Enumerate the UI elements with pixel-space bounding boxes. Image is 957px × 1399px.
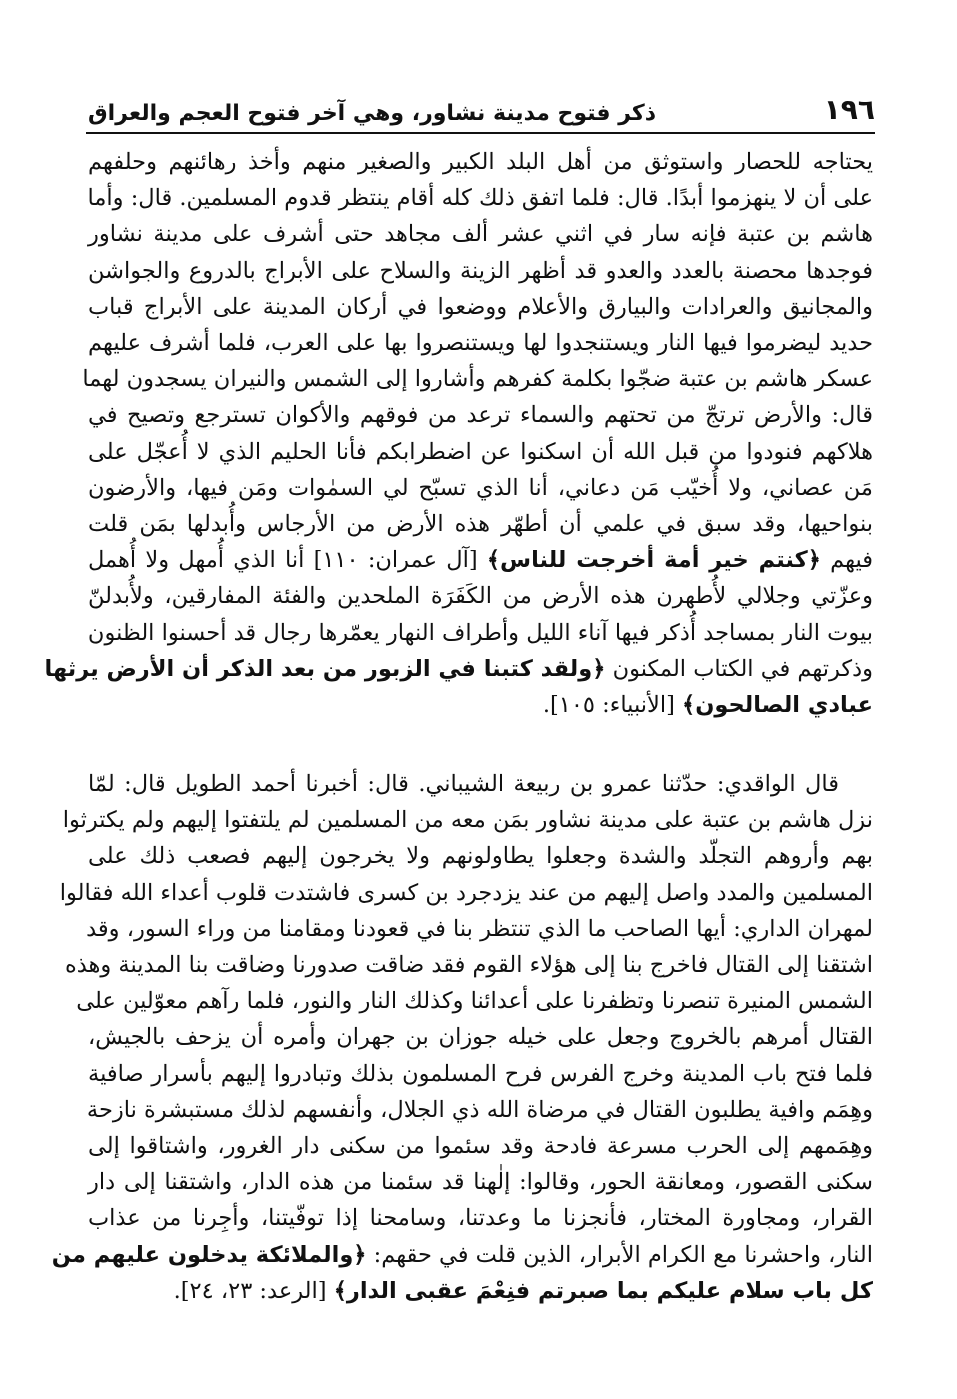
- text-line: عسكر هاشم بن عتبة ضجّوا بكلمة كفرهم وأشاروا إلى الشمس والنيران يسجدون لهما: [82, 366, 873, 393]
- text-line: حديد ليضرموا فيها النار ويستنجدوا لها ويستنصروا بها على العرب، فلما أشرف عليهم: [88, 330, 873, 357]
- paragraph-1: [44, 144, 873, 723]
- text-line: بيوت النار بمساجد أُذكر فيها آناء الليل وأطراف النهار يعمّرها رجال قد أحسنوا الظنون: [87, 619, 873, 646]
- text-line: لمهران الداري: أيها الصاحب ما الذي تنتظر بنا في قعودنا ومقامنا من وراء السور، وقد: [86, 915, 873, 942]
- page-header: [88, 88, 875, 132]
- text-line: القتال أمرهم بالخروج وجعل على خيله جوزان بن جهران وأمره أن يزحف بالجيش،: [88, 1024, 873, 1051]
- page-number: ١٩٦: [823, 93, 875, 126]
- text-fragment: [الرعد: ٢٣، ٢٤].: [173, 1277, 334, 1304]
- quran-verse: ﴿كنتم خير أمة أخرجت للناس﴾: [486, 547, 821, 574]
- text-line: [88, 687, 873, 723]
- text-line: على أن لا ينهزموا أبدًا. قال: فلما اتفق ذلك كله أقام ينتظر قدوم المسلمين. قال: وأما: [87, 185, 873, 212]
- quran-verse: ﴿والملائكة يدخلون عليهم من: [51, 1241, 367, 1268]
- text-line: وهِمَمهم إلى الحرب مسرعة فادحة وقد سئموا من سكنى دار الغرور، واشتاقوا إلى: [88, 1133, 873, 1160]
- text-fragment: وذكرتهم في الكتاب المكنون: [605, 655, 873, 682]
- text-line: قال الواقدي: حدّثنا عمرو بن ربيعة الشيباني. قال: أخبرنا أحمد الطويل قال: لمّا: [88, 771, 839, 797]
- text-line: بهم وأروهم التجلّد والشدة وجعلوا يطاولونهم ولا يخرجون إليهم فصعب ذلك على: [88, 843, 873, 870]
- header-rule: [86, 132, 875, 134]
- text-line: والمجانيق والعرادات والبيارق والأعلام ووضعوا في أركان المدينة على الأبراج قباب: [88, 293, 873, 320]
- text-line: نزل هاشم بن عتبة على مدينة نشاور بمَن معه من المسلمين لم يلتفتوا إليهم ولم يكترثوا: [62, 807, 873, 834]
- text-line: مَن عصاني، ولا أُخيّب مَن دعاني، أنا الذي تسبّح لي السمٰوات ومَن فيها، والأرضون: [88, 474, 873, 501]
- text-line: وهِمَم وافية يطلبون القتال في مرضاة الله ذي الجلال، وأنفسهم لذلك مستبشرة نازحة: [86, 1096, 873, 1123]
- text-line: هلاكهم فنودوا من قبل الله أن اسكنوا عن اضطرابكم فأنا الحليم الذي لا أُعجّل على: [88, 438, 873, 465]
- text-fragment: فيهم: [820, 547, 873, 574]
- text-line: يحتاجه للحصار واستوثق من أهل البلد الكبير والصغير منهم وأخذ رهائنهم وحلفهم: [88, 149, 873, 175]
- text-line: المسلمين والمدد واصل إليهم من عند يزدجرد بن كسرى فاشتدت قلوب أعداء الله فقالوا: [59, 879, 873, 906]
- quran-verse: ﴿ولقد كتبنا في الزبور من بعد الذكر أن الأرض يرثها: [44, 655, 606, 682]
- text-line: [44, 651, 873, 687]
- text-line: قال: والأرض ترتجّ من تحتهم والسماء ترعد من فوقهم والأكوان تسترجع وتصيح في: [88, 402, 873, 429]
- text-line: اشتقنا إلى القتال فاخرج بنا إلى هؤلاء القوم فقد ضاقت صدورنا وضاقت بنا المدينة وهذه: [64, 952, 873, 979]
- running-title: ذكر فتوح مدينة نشاور، وهي آخر فتوح العجم والعراق: [88, 101, 657, 126]
- text-line: [51, 1237, 873, 1273]
- text-line: هاشم بن عتبة فإنه سار في اثني عشر ألف مجاهد حتى أشرف على مدينة نشاور: [88, 221, 873, 248]
- text-line: سكنى القصور، ومعانقة الحور، وقالوا: إلٰهنا قد سئمنا من هذه الدار، واشتقنا إلى دار: [88, 1169, 873, 1196]
- text-line: بنواحيها، وقد سبق في علمي أن أطهّر هذه الأرض من الأرجاس وأُبدلها بمَن قلت: [88, 511, 873, 538]
- text-line: فوجدها محصنة بالعدد والعدو قد أظهر الزينة والسلاح على الأبراج بالدروع والجواشن: [88, 257, 873, 284]
- text-line: [88, 1273, 873, 1309]
- paragraph-2: [51, 766, 873, 1309]
- text-fragment: النار، واحشرنا مع الكرام الأبرار، الذين قلت في حقهم:: [366, 1241, 873, 1268]
- text-line: [88, 542, 873, 578]
- text-fragment: [الأنبياء: ١٠٥].: [542, 692, 683, 719]
- text-line: وعزّتي وجلالي لأُطهرن هذه الأرض من الكَفَرَة الملحدين والفئة المفارقين، ولأُبدلنّ: [88, 583, 873, 610]
- quran-verse: عبادي الصالحون﴾: [682, 692, 873, 719]
- text-line: فلما فتح باب المدينة وخرج الفرس فرح المسلمون بذلك وتبادروا إليهم بأسرار صافية: [88, 1060, 873, 1087]
- text-fragment: [آل عمران: ١١٠] أنا الذي أُمهل ولا أُهمل: [88, 547, 487, 574]
- text-line: القرار، ومجاورة المختار، فأنجزنا ما وعدتنا، وسامحنا إذا توفّيتنا، وأجِرنا من عذاب: [88, 1205, 873, 1232]
- text-line: الشمس المنيرة تنصرنا وتظفرنا على أعدائنا وكذلك النار والنور، فلما رآهم معوّلين على: [76, 988, 873, 1015]
- quran-verse: كل باب سلام عليكم بما صبرتم فنِعْمَ عقبى الدار﴾: [333, 1277, 873, 1304]
